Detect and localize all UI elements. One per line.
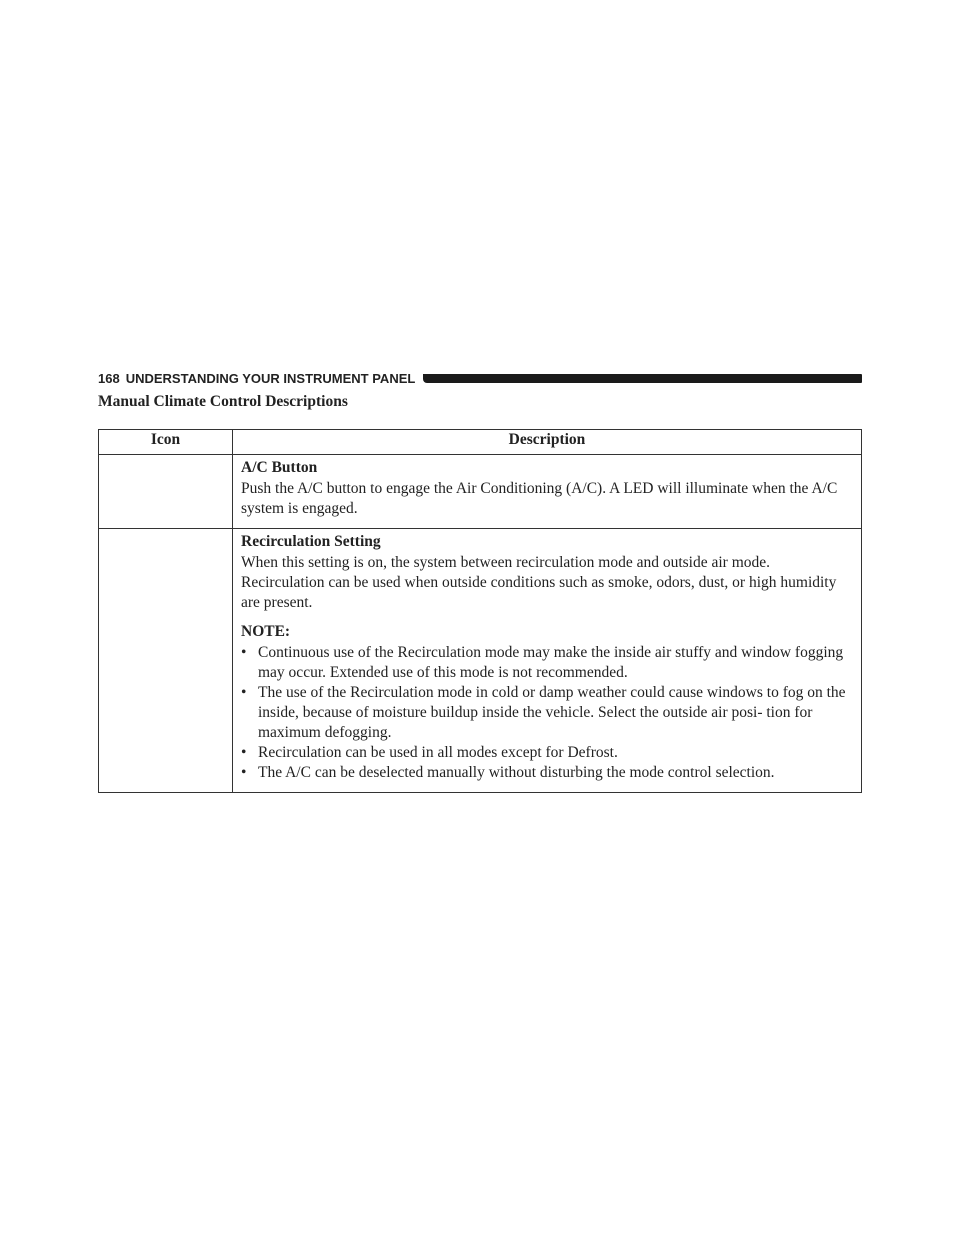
note-label: NOTE:: [241, 623, 291, 640]
table-row: [99, 529, 862, 793]
note-list: [241, 643, 855, 783]
description-cell: [233, 529, 862, 793]
note-item: [241, 763, 855, 783]
row-title: Recirculation Setting: [241, 533, 381, 550]
page-number: 168: [98, 370, 120, 386]
note-text: The use of the Recirculation mode in cold or damp weather could cause windows to fog on the inside, because of moisture buildup inside the vehicle. Select the outside air posi- tion for maximum defogging.: [258, 684, 846, 741]
note-item: [241, 743, 855, 763]
table-row: [99, 455, 862, 529]
row-text: When this setting is on, the system between recirculation mode and outside air mode. Recirculation can be used when outside conditions such as smoke, odors, dust, or high humidity are present.: [241, 554, 837, 611]
note-text: The A/C can be deselected manually without disturbing the mode control selection.: [258, 764, 775, 781]
note-text: Continuous use of the Recirculation mode may make the inside air stuffy and window fogging may occur. Extended use of this mode is not recommended.: [258, 644, 844, 681]
icon-cell: [99, 455, 233, 529]
column-header-description: Description: [233, 430, 862, 455]
description-cell: [233, 455, 862, 529]
table-header-row: [99, 430, 862, 455]
note-item: [241, 683, 855, 743]
page-header: [98, 369, 862, 387]
bullet-icon: •: [241, 744, 247, 761]
bullet-icon: •: [241, 764, 247, 781]
icon-cell: [99, 529, 233, 793]
bullet-icon: •: [241, 644, 247, 661]
column-header-icon: Icon: [99, 430, 233, 455]
row-title: A/C Button: [241, 459, 318, 476]
bullet-icon: •: [241, 684, 247, 701]
note-item: [241, 643, 855, 683]
section-title: Manual Climate Control Descriptions: [98, 393, 348, 410]
climate-control-table: [98, 429, 862, 793]
row-text: Push the A/C button to engage the Air Conditioning (A/C). A LED will illuminate when the A/C system is engaged.: [241, 480, 838, 517]
note-text: Recirculation can be used in all modes except for Defrost.: [258, 744, 618, 761]
header-rule: [423, 374, 862, 383]
header-title: UNDERSTANDING YOUR INSTRUMENT PANEL: [125, 370, 416, 386]
